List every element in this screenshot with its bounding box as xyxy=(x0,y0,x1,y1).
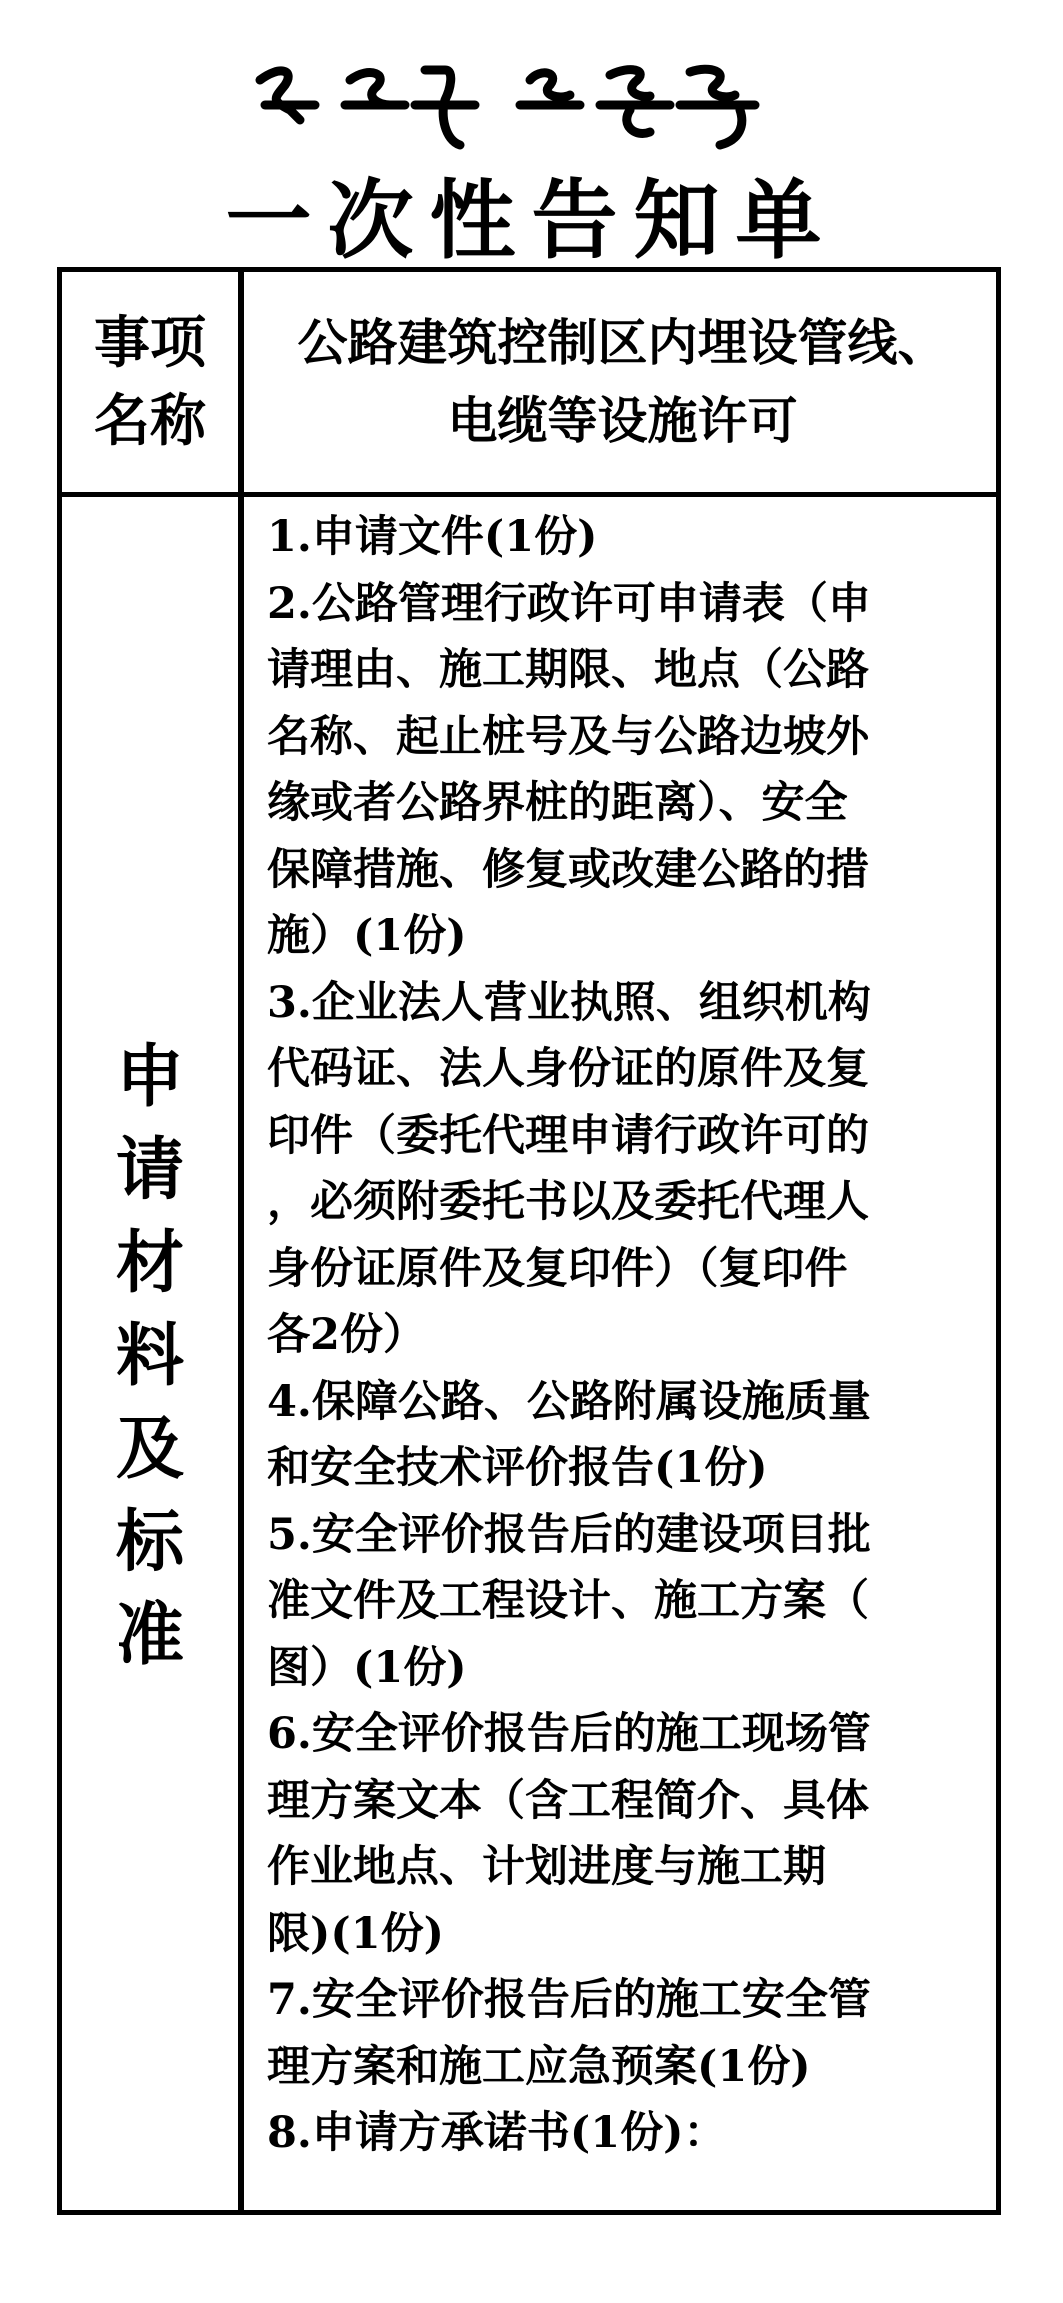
materials-list xyxy=(267,504,1007,2167)
mongolian-script-heading xyxy=(240,50,780,170)
material-item: 1.申请文件(1份) xyxy=(267,512,598,562)
material-item: 4.保障公路、公路附属设施质量 和安全技术评价报告(1份) xyxy=(267,1376,871,1493)
materials-label: 申 请 材 料 及 标 准 xyxy=(115,1036,184,1675)
column-divider xyxy=(238,272,244,2210)
material-item: 5.安全评价报告后的建设项目批 准文件及工程设计、施工方案（ 图）(1份) xyxy=(267,1509,871,1693)
item-name-label: 事项 名称 xyxy=(94,310,206,454)
material-item: 6.安全评价报告后的施工现场管 理方案文本（含工程简介、具体 作业地点、计划进度与施工期 限)(1份) xyxy=(267,1709,871,1959)
material-item: 2.公路管理行政许可申请表（申 请理由、施工期限、地点（公路 名称、起止桩号及与公路边坡外 缘或者公路界桩的距离）、安全 保障措施、修复或改建公路的措 施）(1份) xyxy=(267,578,871,961)
material-item: 3.企业法人营业执照、组织机构 代码证、法人身份证的原件及复 印件（委托代理申请行政许可的 ，必须附委托书以及委托代理人 身份证原件及复印件）（复印件 各2份） xyxy=(267,977,871,1360)
notice-table xyxy=(57,267,1001,2215)
material-item: 8.申请方承诺书(1份)： xyxy=(267,2108,727,2158)
material-item: 7.安全评价报告后的施工安全管 理方案和施工应急预案(1份) xyxy=(267,1975,871,2092)
page-title: 一次性告知单 xyxy=(225,170,838,271)
item-name-value: 公路建筑控制区内埋设管线、 电缆等设施许可 xyxy=(297,313,948,450)
